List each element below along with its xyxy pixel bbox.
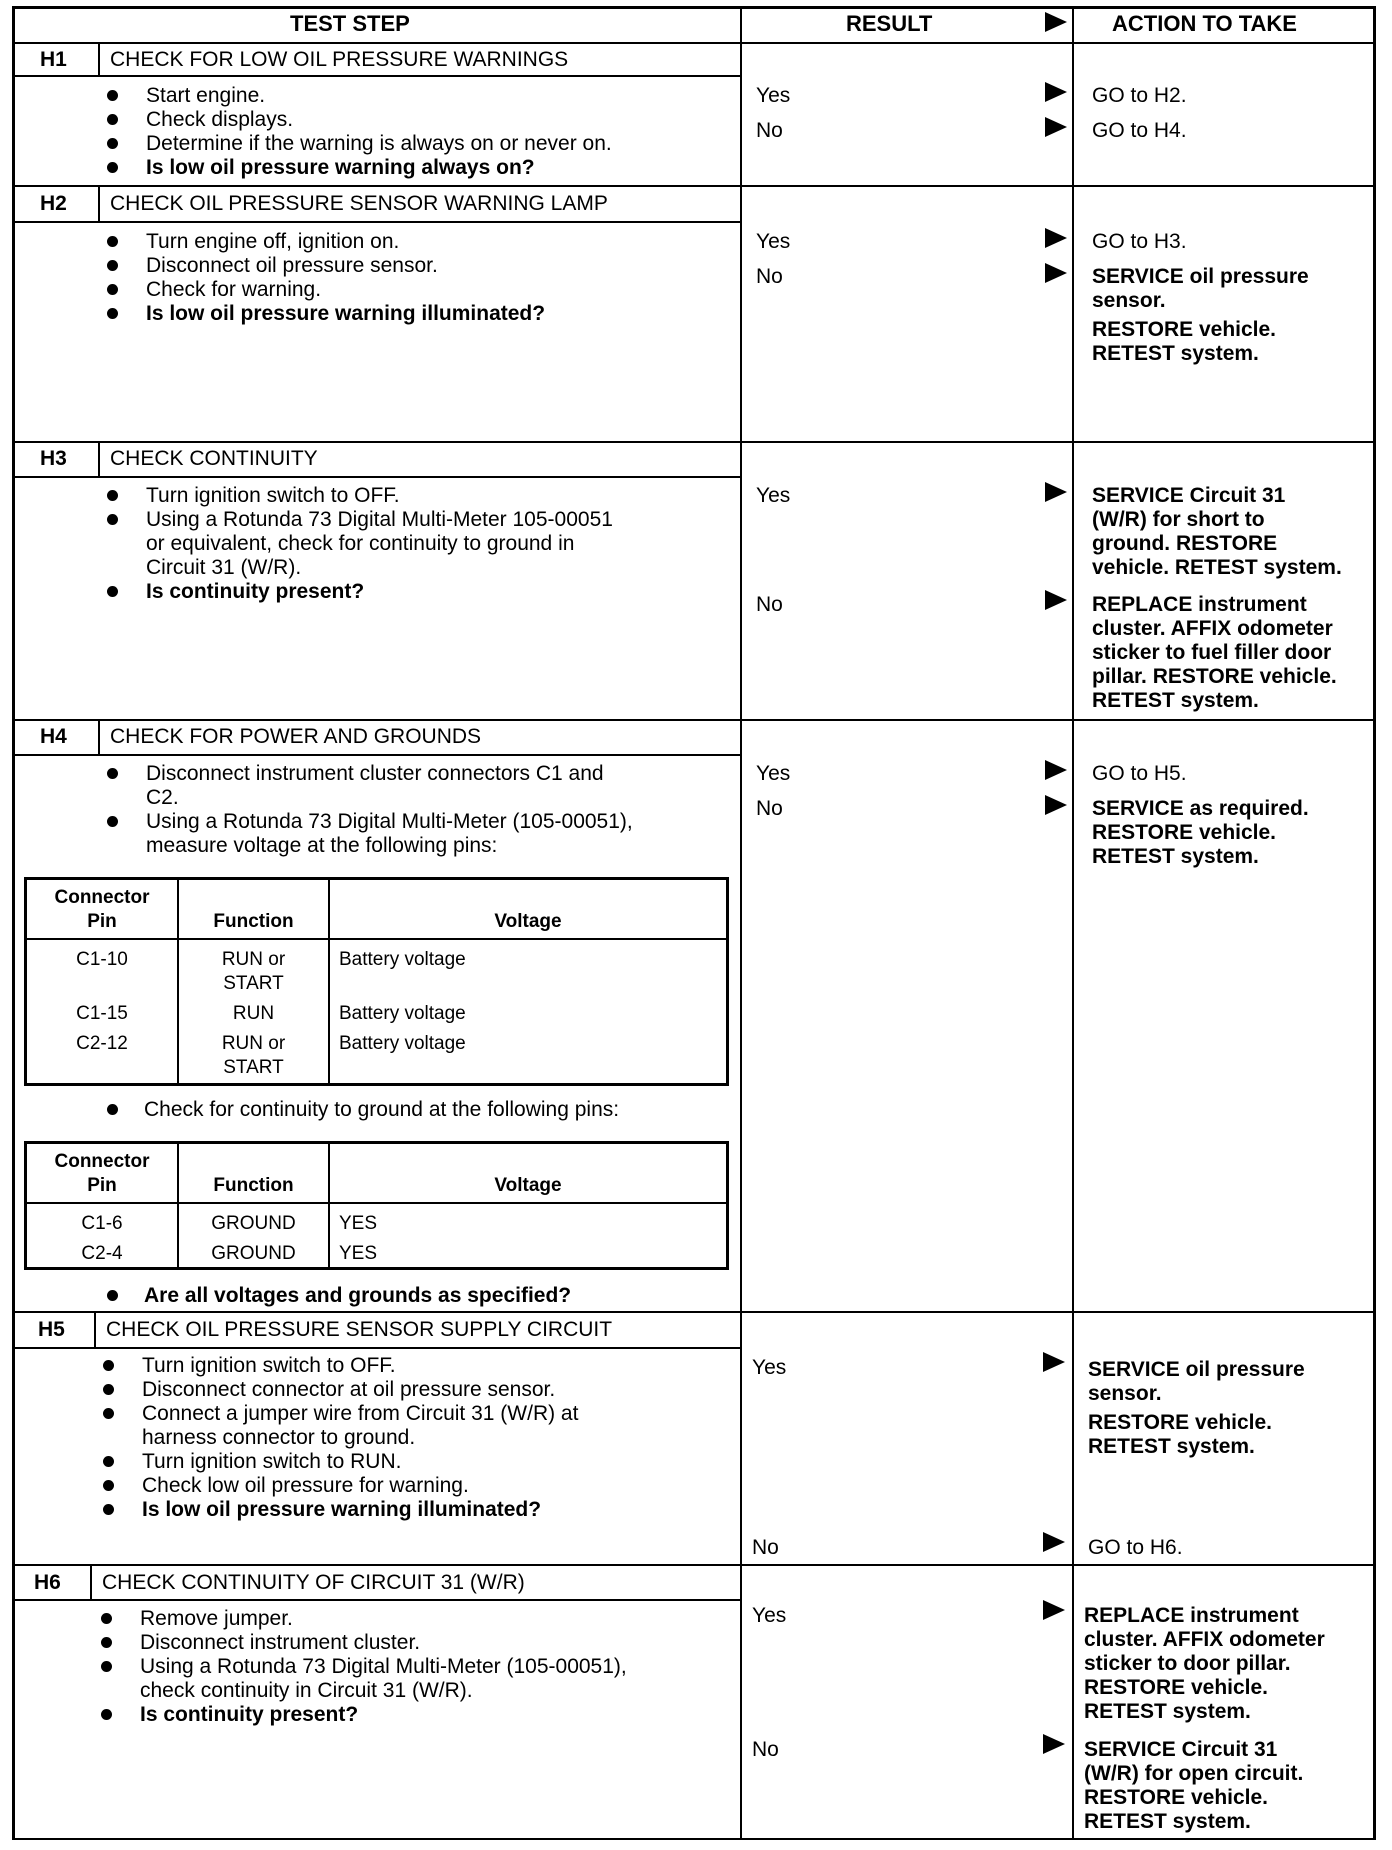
step-instruction: Start engine.	[146, 84, 266, 107]
step-instruction: C2.	[146, 786, 179, 809]
step-id: H2	[40, 192, 67, 215]
arrow-icon	[1045, 795, 1067, 815]
action-text: REPLACE instrument	[1084, 1604, 1299, 1627]
step-title: CHECK FOR LOW OIL PRESSURE WARNINGS	[110, 48, 569, 71]
action-text: (W/R) for short to	[1092, 508, 1265, 531]
action-text: GO to H6.	[1088, 1536, 1183, 1559]
table-cell: Battery voltage	[339, 1003, 466, 1024]
arrow-icon	[1045, 590, 1067, 610]
result-yes: Yes	[756, 230, 791, 253]
bullet-icon	[107, 260, 118, 271]
bullet-icon	[107, 490, 118, 501]
action-text: sticker to door pillar.	[1084, 1652, 1291, 1675]
step-instruction: Turn ignition switch to OFF.	[142, 1354, 396, 1377]
bullet-icon	[101, 1637, 112, 1648]
table-header: Connector	[54, 1151, 150, 1172]
step-instruction: Disconnect instrument cluster.	[140, 1631, 421, 1654]
table-header: Voltage	[494, 1175, 562, 1196]
action-text: RESTORE vehicle.	[1092, 821, 1277, 844]
bullet-icon	[107, 138, 118, 149]
table-cell: C2-12	[76, 1033, 128, 1054]
table-cell: C1-10	[76, 949, 128, 970]
arrow-icon	[1045, 263, 1067, 283]
step-instruction: Using a Rotunda 73 Digital Multi-Meter (105-00051),	[146, 810, 633, 833]
bullet-icon	[107, 90, 118, 101]
bullet-icon	[101, 1661, 112, 1672]
step-title: CHECK CONTINUITY	[110, 447, 318, 470]
result-yes: Yes	[756, 762, 791, 785]
arrow-icon	[1045, 482, 1067, 502]
step-id: H4	[40, 725, 67, 748]
bullet-icon	[103, 1456, 114, 1467]
step-instruction: harness connector to ground.	[142, 1426, 416, 1449]
action-text: REPLACE instrument	[1092, 593, 1307, 616]
table-cell: Battery voltage	[339, 949, 466, 970]
table-cell: C1-15	[76, 1003, 128, 1024]
step-instruction: Turn ignition switch to OFF.	[146, 484, 400, 507]
action-text: GO to H3.	[1092, 230, 1187, 253]
step-title: CHECK OIL PRESSURE SENSOR SUPPLY CIRCUIT	[106, 1318, 613, 1341]
action-text: cluster. AFFIX odometer	[1084, 1628, 1325, 1651]
bullet-icon	[107, 586, 118, 597]
arrow-icon	[1045, 117, 1067, 137]
table-cell: C1-6	[81, 1213, 123, 1234]
step-question: Is continuity present?	[146, 580, 365, 603]
bullet-icon	[103, 1504, 114, 1515]
step-id: H6	[34, 1571, 61, 1594]
bullet-icon	[107, 236, 118, 247]
header-result: RESULT	[846, 11, 933, 36]
result-no: No	[756, 265, 783, 288]
table-cell: YES	[339, 1213, 378, 1234]
table-cell: YES	[339, 1243, 378, 1264]
bullet-icon	[107, 1104, 118, 1115]
step-question: Is low oil pressure warning illuminated?	[146, 302, 546, 325]
bullet-icon	[107, 816, 118, 827]
table-cell: C2-4	[81, 1243, 123, 1264]
step-instruction: Disconnect oil pressure sensor.	[146, 254, 438, 277]
step-instruction: Using a Rotunda 73 Digital Multi-Meter 105-00051	[146, 508, 613, 531]
arrow-icon	[1043, 1532, 1065, 1552]
header-action: ACTION TO TAKE	[1112, 11, 1297, 36]
step-instruction: Turn engine off, ignition on.	[146, 230, 400, 253]
step-instruction: Check for continuity to ground at the following pins:	[144, 1098, 620, 1121]
bullet-icon	[103, 1384, 114, 1395]
action-text: vehicle. RETEST system.	[1092, 556, 1342, 579]
step-id: H1	[40, 48, 67, 71]
step-id: H3	[40, 447, 67, 470]
table-cell: GROUND	[211, 1213, 296, 1234]
arrow-icon	[1045, 228, 1067, 248]
arrow-icon	[1045, 82, 1067, 102]
step-instruction: check continuity in Circuit 31 (W/R).	[140, 1679, 473, 1702]
arrow-icon	[1043, 1734, 1065, 1754]
action-text: SERVICE as required.	[1092, 797, 1309, 820]
action-text: RETEST system.	[1084, 1810, 1251, 1833]
action-text: RETEST system.	[1088, 1435, 1255, 1458]
table-header: Pin	[87, 1175, 117, 1196]
arrow-icon	[1045, 12, 1067, 32]
step-title: CHECK CONTINUITY OF CIRCUIT 31 (W/R)	[102, 1571, 525, 1594]
action-text: RESTORE vehicle.	[1092, 318, 1277, 341]
result-no: No	[752, 1536, 779, 1559]
step-question: Is low oil pressure warning always on?	[146, 156, 535, 179]
bullet-icon	[107, 162, 118, 173]
action-text: RESTORE vehicle.	[1084, 1786, 1269, 1809]
step-instruction: Disconnect instrument cluster connectors C1 and	[146, 762, 604, 785]
arrow-icon	[1043, 1600, 1065, 1620]
action-text: sensor.	[1088, 1382, 1162, 1405]
step-instruction: Turn ignition switch to RUN.	[142, 1450, 402, 1473]
table-header: Function	[213, 1175, 294, 1196]
result-yes: Yes	[752, 1604, 787, 1627]
bullet-icon	[107, 114, 118, 125]
bullet-icon	[107, 308, 118, 319]
action-text: RETEST system.	[1092, 689, 1259, 712]
table-cell: START	[223, 1057, 284, 1078]
step-instruction: Check for warning.	[146, 278, 322, 301]
table-header: Pin	[87, 911, 117, 932]
action-text: (W/R) for open circuit.	[1084, 1762, 1304, 1785]
bullet-icon	[103, 1480, 114, 1491]
connector-ground-table	[24, 1141, 729, 1270]
table-cell: START	[223, 973, 284, 994]
step-instruction: Circuit 31 (W/R).	[146, 556, 302, 579]
action-text: pillar. RESTORE vehicle.	[1092, 665, 1337, 688]
connector-voltage-table	[24, 877, 729, 1086]
arrow-icon	[1043, 1352, 1065, 1372]
action-text: cluster. AFFIX odometer	[1092, 617, 1333, 640]
table-cell: RUN or	[221, 949, 286, 970]
action-text: GO to H5.	[1092, 762, 1187, 785]
action-text: RETEST system.	[1092, 845, 1259, 868]
step-instruction: Remove jumper.	[140, 1607, 293, 1630]
step-instruction: Connect a jumper wire from Circuit 31 (W/R) at	[142, 1402, 579, 1425]
table-cell: RUN or	[221, 1033, 286, 1054]
action-text: RESTORE vehicle.	[1088, 1411, 1273, 1434]
table-header: Function	[213, 911, 294, 932]
bullet-icon	[101, 1709, 112, 1720]
step-id: H5	[38, 1318, 65, 1341]
step-instruction: Determine if the warning is always on or never on.	[146, 132, 612, 155]
bullet-icon	[107, 514, 118, 525]
table-cell: RUN	[232, 1003, 275, 1024]
result-no: No	[756, 119, 783, 142]
action-text: SERVICE oil pressure	[1088, 1358, 1305, 1381]
action-text: SERVICE oil pressure	[1092, 265, 1309, 288]
bullet-icon	[101, 1613, 112, 1624]
result-yes: Yes	[756, 484, 791, 507]
table-cell: GROUND	[211, 1243, 296, 1264]
step-instruction: Disconnect connector at oil pressure sensor.	[142, 1378, 556, 1401]
action-text: SERVICE Circuit 31	[1084, 1738, 1278, 1761]
bullet-icon	[107, 768, 118, 779]
result-no: No	[752, 1738, 779, 1761]
bullet-icon	[107, 1290, 118, 1301]
result-yes: Yes	[756, 84, 791, 107]
bullet-icon	[103, 1360, 114, 1371]
bullet-icon	[107, 284, 118, 295]
table-header: Voltage	[494, 911, 562, 932]
action-text: RETEST system.	[1084, 1700, 1251, 1723]
step-question: Is continuity present?	[140, 1703, 359, 1726]
table-header: Connector	[54, 887, 150, 908]
result-no: No	[756, 593, 783, 616]
header-test-step: TEST STEP	[290, 11, 410, 36]
step-title: CHECK OIL PRESSURE SENSOR WARNING LAMP	[110, 192, 608, 215]
step-question: Is low oil pressure warning illuminated?	[142, 1498, 542, 1521]
step-instruction: measure voltage at the following pins:	[146, 834, 498, 857]
table-cell: Battery voltage	[339, 1033, 466, 1054]
result-no: No	[756, 797, 783, 820]
action-text: GO to H4.	[1092, 119, 1187, 142]
action-text: ground. RESTORE	[1092, 532, 1278, 555]
action-text: GO to H2.	[1092, 84, 1187, 107]
action-text: sticker to fuel filler door	[1092, 641, 1332, 664]
bullet-icon	[103, 1408, 114, 1419]
step-instruction: Check displays.	[146, 108, 294, 131]
step-question: Are all voltages and grounds as specified?	[144, 1284, 572, 1307]
arrow-icon	[1045, 760, 1067, 780]
action-text: sensor.	[1092, 289, 1166, 312]
step-title: CHECK FOR POWER AND GROUNDS	[110, 725, 482, 748]
action-text: RESTORE vehicle.	[1084, 1676, 1269, 1699]
action-text: SERVICE Circuit 31	[1092, 484, 1286, 507]
step-instruction: Check low oil pressure for warning.	[142, 1474, 469, 1497]
action-text: RETEST system.	[1092, 342, 1259, 365]
step-instruction: or equivalent, check for continuity to ground in	[146, 532, 575, 555]
step-instruction: Using a Rotunda 73 Digital Multi-Meter (105-00051),	[140, 1655, 627, 1678]
result-yes: Yes	[752, 1356, 787, 1379]
